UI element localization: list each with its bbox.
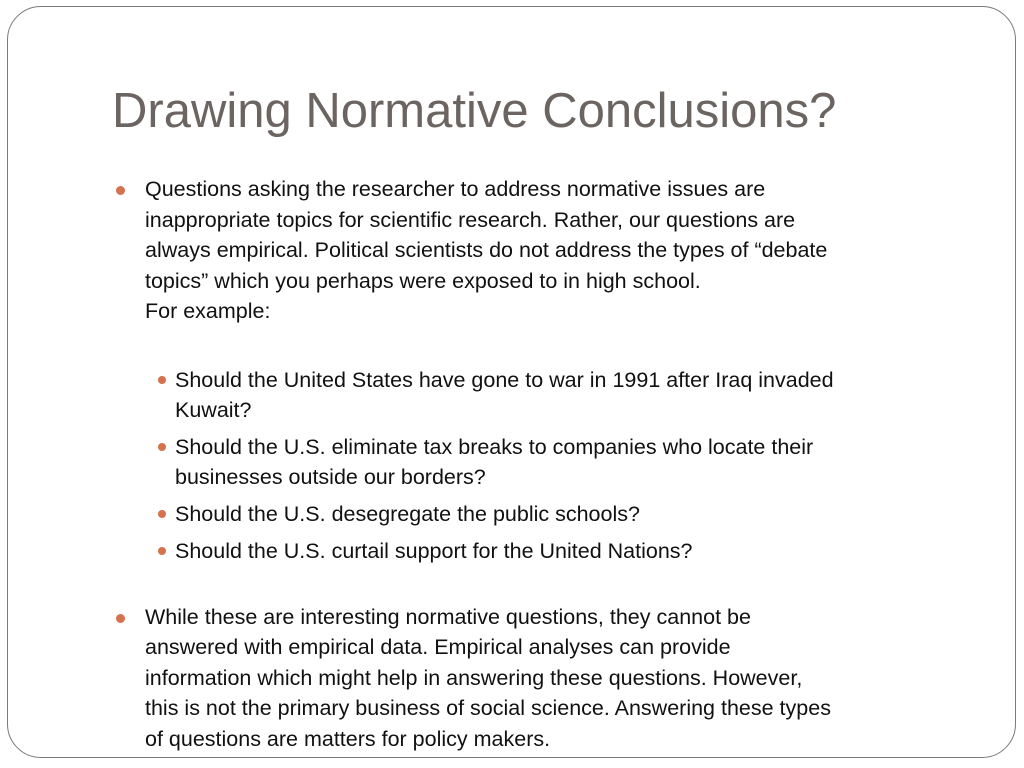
bullet-dot-icon xyxy=(158,547,166,555)
paragraph-line: this is not the primary business of social science. Answering these types xyxy=(145,696,831,720)
list-item-line: Should the U.S. desegregate the public schools? xyxy=(175,501,640,526)
list-item xyxy=(112,536,982,566)
slide-title: Drawing Normative Conclusions? xyxy=(112,84,837,138)
list-item-line: Should the U.S. curtail support for the United Nations? xyxy=(175,538,693,563)
paragraph-line: inappropriate topics for scientific research. Rather, our questions are xyxy=(145,207,796,232)
bullet-dot-icon xyxy=(158,376,166,384)
list-item xyxy=(112,499,982,529)
list-item xyxy=(112,365,982,425)
bullet-dot-icon xyxy=(158,510,166,518)
paragraph-line: always empirical. Political scientists do not address the types of “debate xyxy=(145,238,828,262)
bullet-paragraph-empirical-data xyxy=(112,602,982,755)
paragraph-line: answered with empirical data. Empirical analyses can provide xyxy=(145,635,731,659)
list-item-line: Should the U.S. eliminate tax breaks to companies who locate their xyxy=(175,434,814,459)
slide-body xyxy=(112,170,982,754)
slide-frame xyxy=(7,6,1016,758)
bullet-dot-icon xyxy=(116,186,125,195)
paragraph-line: information which might help in answering these questions. However, xyxy=(145,665,803,690)
paragraph-line: topics” which you perhaps were exposed to in high school. xyxy=(145,268,701,293)
list-item-line: Kuwait? xyxy=(175,397,252,422)
paragraph-line: For example: xyxy=(145,299,271,323)
list-item-line: businesses outside our borders? xyxy=(175,464,486,489)
paragraph-line: Questions asking the researcher to address normative issues are xyxy=(145,177,766,201)
list-item xyxy=(112,432,982,492)
example-questions-list xyxy=(112,365,982,566)
bullet-dot-icon xyxy=(158,443,166,451)
list-item-line: Should the United States have gone to war in 1991 after Iraq invaded xyxy=(175,367,834,392)
bullet-paragraph-normative-questions xyxy=(112,174,982,327)
bullet-dot-icon xyxy=(116,614,125,623)
paragraph-line: While these are interesting normative questions, they cannot be xyxy=(145,604,751,629)
paragraph-line: of questions are matters for policy makers. xyxy=(145,726,551,751)
